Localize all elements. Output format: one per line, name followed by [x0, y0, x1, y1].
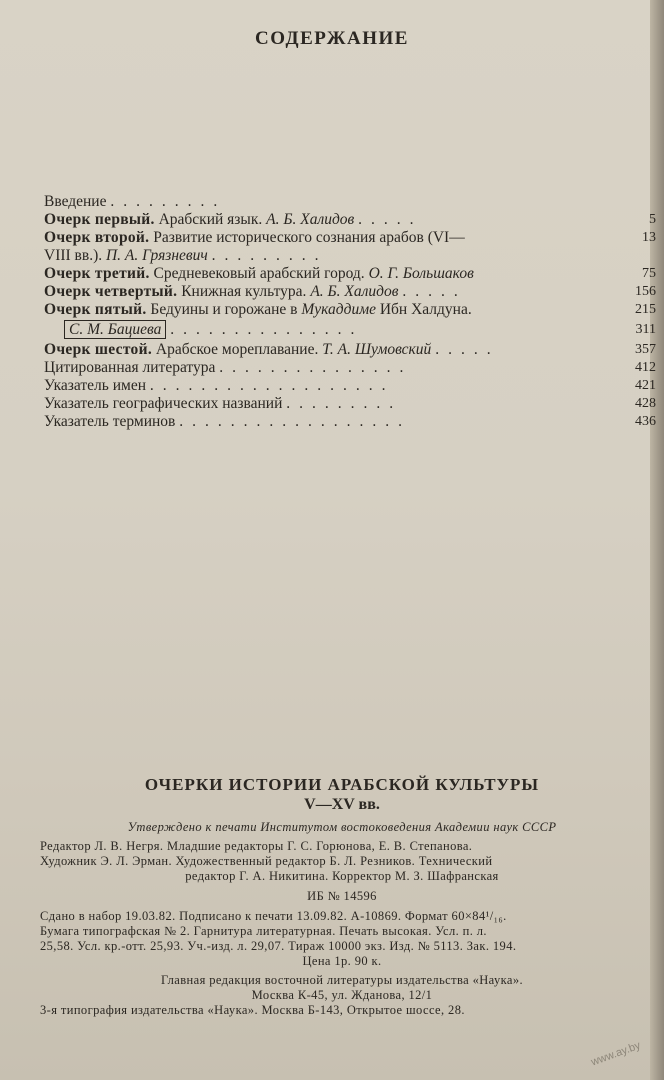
toc-ch2-label: Очерк второй.	[44, 229, 150, 246]
toc-ch6-page: 357	[635, 342, 656, 357]
toc-ch1-text: Арабский язык.	[158, 211, 263, 228]
toc-ch4-author: А. Б. Халидов	[310, 283, 399, 300]
toc-ch1-label: Очерк первый.	[44, 211, 155, 228]
table-of-contents	[44, 193, 656, 431]
toc-ch6-author: Т. А. Шумовский	[322, 341, 432, 358]
price-line: Цена 1р. 90 к.	[302, 954, 382, 968]
toc-entry-ch1: Очерк первый. Арабский язык. А. Б. Халидов ..... 5	[44, 211, 656, 228]
toc-entry-ch6: Очерк шестой. Арабское мореплавание. Т. А. Шумовский ..... 357	[44, 341, 656, 358]
toc-ch3-text: Средневековый арабский город.	[153, 265, 365, 282]
toc-ch6-label: Очерк шестой.	[44, 341, 153, 358]
toc-ch3-page: 75	[642, 266, 656, 281]
toc-ch1-page: 5	[649, 212, 656, 227]
toc-entry-geo: Указатель географических названий ......... 428	[44, 395, 656, 412]
page-title: СОДЕРЖАНИЕ	[255, 28, 409, 49]
toc-terms-text: Указатель терминов	[44, 413, 176, 430]
toc-ch5-page: 215	[635, 302, 656, 317]
print-line-1: Сдано в набор 19.03.82. Подписано к печати 13.09.82. А-10869. Формат 60×84¹/₁₆.	[40, 909, 507, 923]
book-title: ОЧЕРКИ ИСТОРИИ АРАБСКОЙ КУЛЬТУРЫ	[144, 775, 540, 794]
watermark: www.ay.by	[589, 1039, 643, 1069]
toc-ch5-text: Бедуины и горожане в	[150, 301, 298, 318]
toc-ch4-label: Очерк четвертый.	[44, 283, 178, 300]
toc-entry-ch3	[44, 265, 656, 283]
toc-entry-ch4: Очерк четвертый. Книжная культура. А. Б. Халидов ..... 156	[44, 283, 656, 300]
imprint-block	[40, 775, 644, 1018]
toc-ch2-text-cont: VIII вв.).	[44, 247, 103, 264]
toc-entry-ch5	[44, 301, 656, 319]
editors-line-2: Художник Э. Л. Эрман. Художественный редактор Б. Л. Резников. Технический	[40, 854, 493, 868]
toc-entry-ch5-cont: С. М. Бациева ............... 311	[44, 319, 656, 341]
toc-ch4-text: Книжная культура.	[181, 283, 307, 300]
toc-lit-page: 412	[635, 360, 656, 375]
toc-geo-page: 428	[635, 396, 656, 411]
toc-ch2-page: 13	[642, 230, 656, 245]
print-line-2: Бумага типографская № 2. Гарнитура литературная. Печать высокая. Усл. п. л.	[40, 924, 487, 938]
toc-geo-text: Указатель географических названий	[44, 395, 283, 412]
printer-line: 3-я типография издательства «Наука». Москва Б-143, Открытое шоссе, 28.	[40, 1003, 465, 1017]
toc-ch3-author: О. Г. Большаков	[368, 265, 474, 282]
toc-ch6-text: Арабское мореплавание.	[155, 341, 319, 358]
toc-entry-ch2	[44, 229, 656, 247]
editors-line-3: редактор Г. А. Никитина. Корректор М. З. Шафранская	[185, 869, 499, 883]
toc-ch2-text: Развитие исторического сознания арабов (VI—	[153, 229, 465, 246]
book-spine	[650, 0, 664, 1080]
publisher-line-2: Москва К-45, ул. Жданова, 12/1	[251, 988, 433, 1002]
approved-line: Утверждено к печати Институтом востоковедения Академии наук СССР	[127, 820, 557, 834]
toc-lit-text: Цитированная литература	[44, 359, 216, 376]
toc-entry-intro: Введение .........	[44, 193, 227, 210]
toc-ch1-author: А. Б. Халидов	[266, 211, 355, 228]
toc-ch5-author: С. М. Бациева	[64, 320, 166, 339]
toc-ch4-page: 156	[635, 284, 656, 299]
toc-ch5-italic: Мукаддиме	[301, 301, 376, 318]
toc-entry-ch2-cont: VIII вв.). П. А. Грязневич .........	[44, 247, 328, 264]
publisher-line-1: Главная редакция восточной литературы издательства «Наука».	[160, 973, 524, 987]
toc-ch5-label: Очерк пятый.	[44, 301, 147, 318]
toc-ch5b-page: 311	[635, 322, 656, 337]
toc-entry-lit: Цитированная литература ............... 412	[44, 359, 656, 376]
toc-entry-names: Указатель имен ................... 421	[44, 377, 656, 394]
print-line-3: 25,58. Усл. кр.-отт. 25,93. Уч.-изд. л. 29,07. Тираж 10000 экз. Изд. № 5113. Зак. 194.	[40, 939, 517, 953]
toc-names-text: Указатель имен	[44, 377, 146, 394]
toc-ch2-author: П. А. Грязневич	[105, 247, 208, 264]
book-period: V—XV вв.	[304, 796, 380, 813]
toc-entry-terms: Указатель терминов .................. 436	[44, 413, 656, 430]
toc-ch5-text-end: Ибн Халдуна.	[379, 301, 472, 318]
toc-terms-page: 436	[635, 414, 656, 429]
editors-line-1: Редактор Л. В. Негря. Младшие редакторы Г. С. Горюнова, Е. В. Степанова.	[40, 839, 473, 853]
ib-number: ИБ № 14596	[307, 889, 377, 903]
toc-ch3-label: Очерк третий.	[44, 265, 150, 282]
toc-intro-label: Введение	[44, 193, 107, 210]
toc-names-page: 421	[635, 378, 656, 393]
